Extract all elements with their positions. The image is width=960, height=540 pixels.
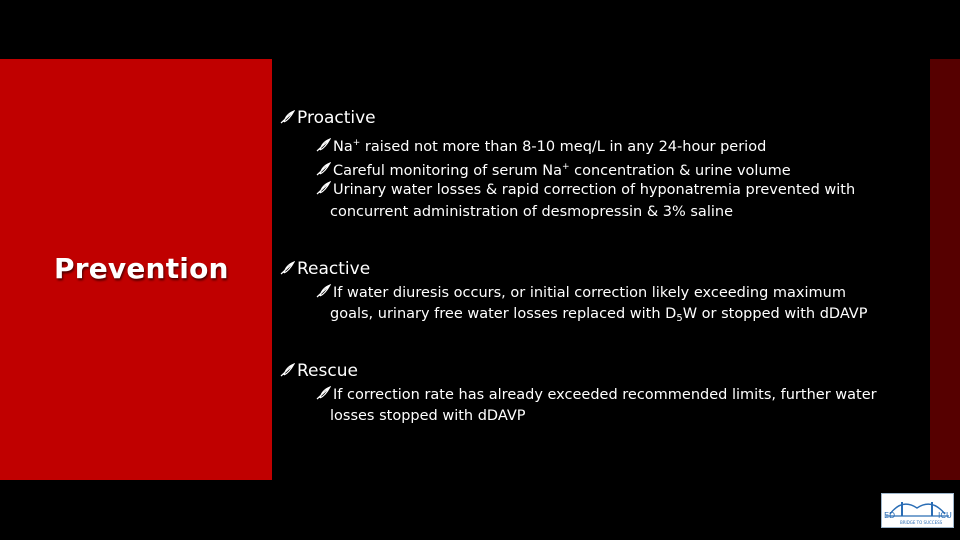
proactive-item-3: Urinary water losses & rapid correction of hyponatremia prevented with [316, 180, 855, 201]
heading-reactive: Reactive [280, 259, 370, 280]
heading-proactive: Proactive [280, 108, 376, 129]
slide-title: Prevention [54, 252, 229, 285]
quill-bullet-icon [316, 138, 331, 152]
reactive-item-1-cont: goals, urinary free water losses replaced with $D_5W$ or stopped with dDAVP [330, 306, 868, 324]
proactive-item-2: Careful monitoring of serum Na+ concentration & urine volume [316, 157, 791, 182]
reactive-item-1: If water diuresis occurs, or initial correction likely exceeding maximum [316, 283, 846, 304]
proactive-item-3-cont: concurrent administration of desmopressin & 3% saline [330, 204, 733, 220]
bridge-logo-icon [882, 494, 953, 527]
svg-text:BRIDGE TO SUCCESS: BRIDGE TO SUCCESS [900, 520, 943, 525]
quill-bullet-icon [316, 284, 331, 298]
edicu-logo [881, 493, 954, 528]
quill-bullet-icon [280, 110, 295, 124]
accent-strip [930, 59, 960, 480]
rescue-item-1: If correction rate has already exceeded recommended limits, further water [316, 385, 877, 406]
svg-text:ED: ED [884, 511, 896, 520]
quill-bullet-icon [316, 181, 331, 195]
heading-rescue: Rescue [280, 361, 358, 382]
quill-bullet-icon [280, 363, 295, 377]
quill-bullet-icon [280, 261, 295, 275]
quill-bullet-icon [316, 162, 331, 176]
rescue-item-1-cont: losses stopped with dDAVP [330, 408, 526, 424]
quill-bullet-icon [316, 386, 331, 400]
svg-text:ICU: ICU [938, 511, 952, 520]
proactive-item-1: Na+ raised not more than 8-10 meq/L in any 24-hour period [316, 133, 766, 158]
